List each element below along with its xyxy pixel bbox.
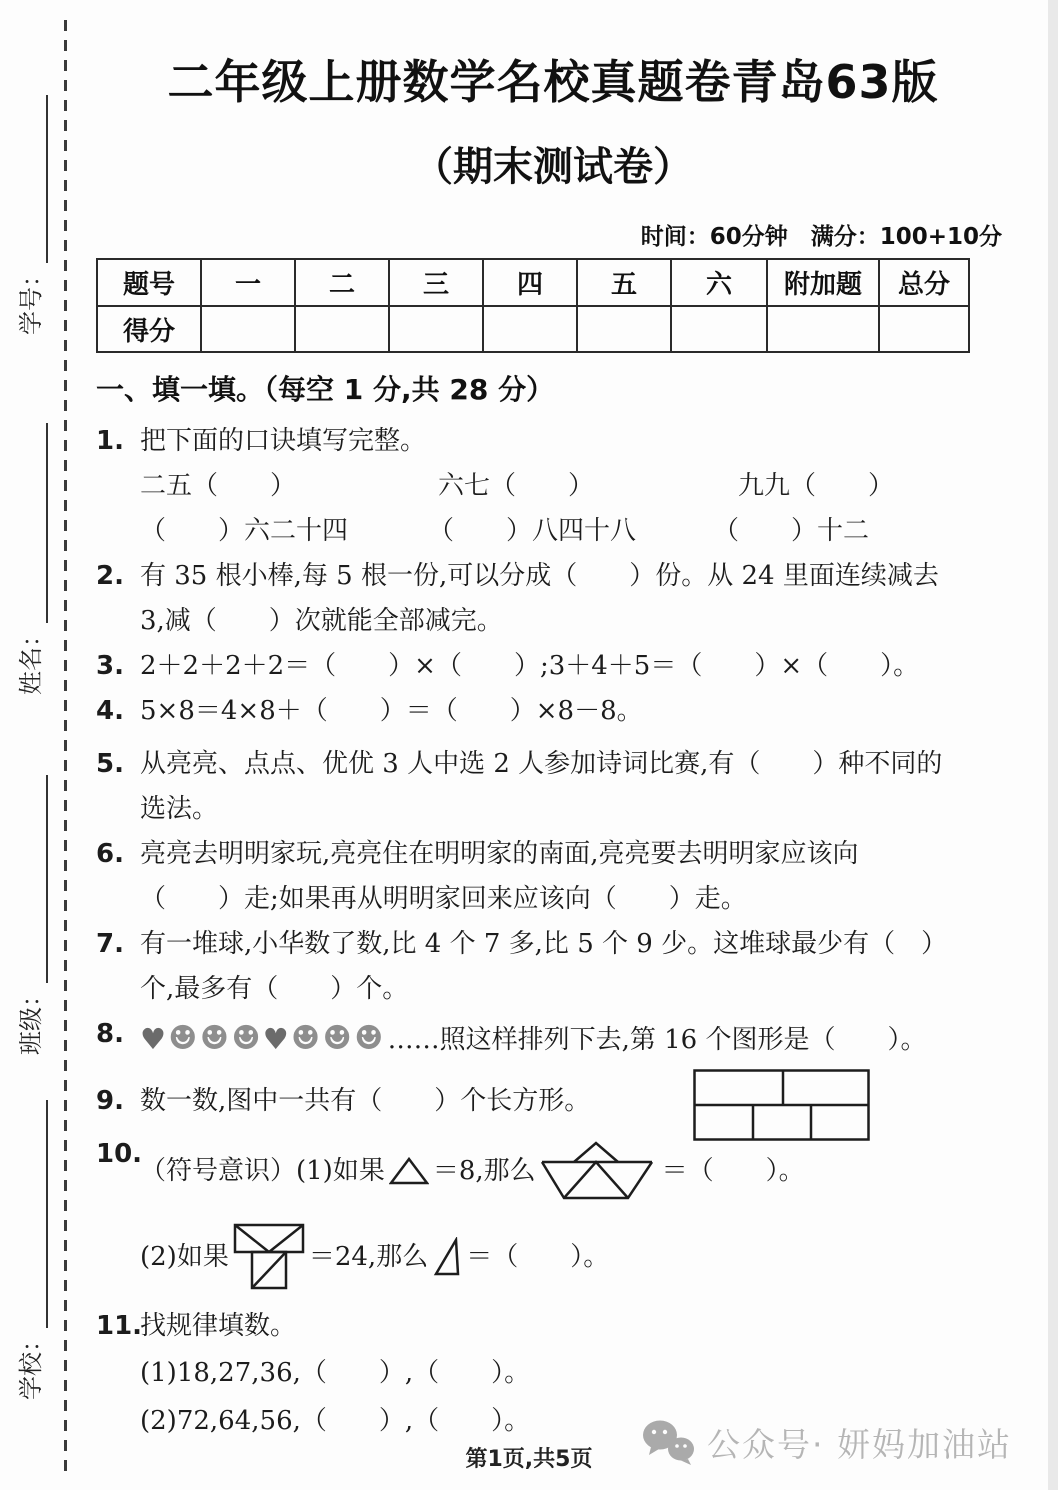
question-7	[96, 922, 1010, 1012]
score-table-score-row	[97, 306, 969, 352]
header-section-5: 五	[577, 259, 671, 306]
header-section-4: 四	[483, 259, 577, 306]
question-8	[96, 1012, 1010, 1067]
question-1-row-1	[140, 464, 1010, 509]
heart-icon: ♥	[262, 1022, 291, 1056]
score-cell	[483, 306, 577, 352]
score-cell	[201, 306, 295, 352]
q1-blank-3: 九九（ ）	[738, 471, 895, 501]
question-10-part-2	[140, 1210, 1010, 1304]
rectangles-figure	[693, 1069, 870, 1141]
question-1-row-2	[140, 509, 1010, 554]
question-4-text: 5×8＝4×8＋（ ）＝（ ）×8－8。	[140, 696, 643, 726]
score-table-header-row	[97, 259, 969, 306]
question-5	[96, 742, 1010, 832]
shapes-figure	[233, 1223, 305, 1291]
question-8-number: 8.	[96, 1019, 124, 1049]
q1-blank-6: （ ）十二	[713, 516, 870, 546]
score-row-label: 得分	[97, 306, 201, 352]
question-6-line-1: 亮亮去明明家玩,亮亮住在明明家的南面,亮亮要去明明家应该向	[140, 839, 859, 869]
exam-time-score-meta: 时间：60分钟 满分：100+10分	[640, 224, 1002, 250]
q1-blank-4: （ ）六二十四	[140, 516, 349, 546]
smiley-icon: ☻	[353, 1018, 386, 1057]
q10-part2-mid: ＝24,那么	[308, 1241, 429, 1272]
q10-part1-mid: ＝8,那么	[432, 1155, 536, 1186]
q1-blank-5: （ ）八四十八	[428, 516, 637, 546]
question-8-text: ……照这样排列下去,第 16 个图形是（ ）。	[387, 1024, 927, 1055]
sidebar-field-school	[14, 1100, 48, 1400]
page-footer: 第1页,共5页	[465, 1447, 593, 1472]
question-3-text: 2＋2＋2＋2＝（ ）×（ ）;3＋4＋5＝（ ）×（ ）。	[140, 651, 920, 681]
class-blank-line	[20, 775, 48, 983]
exam-page	[96, 36, 1010, 1445]
question-4-number: 4.	[96, 696, 124, 726]
header-question-number: 题号	[97, 259, 201, 306]
page-subtitle: （期末测试卷）	[413, 144, 693, 190]
question-1-text: 把下面的口诀填写完整。	[140, 426, 427, 456]
student-number-label: 学号：	[17, 263, 45, 335]
question-3-number: 3.	[96, 651, 124, 681]
score-cell	[577, 306, 671, 352]
question-2	[96, 554, 1010, 644]
question-6	[96, 832, 1010, 922]
score-cell	[389, 306, 483, 352]
question-7-number: 7.	[96, 929, 124, 959]
school-blank-line	[20, 1100, 48, 1328]
question-5-number: 5.	[96, 749, 124, 779]
question-10-number: 10.	[96, 1139, 143, 1169]
header-section-1: 一	[201, 259, 295, 306]
q10-part1-suffix: ＝（ ）。	[661, 1155, 805, 1186]
scan-edge-artifact	[1048, 0, 1058, 1490]
question-4	[96, 689, 1010, 734]
question-list	[96, 419, 1010, 1445]
question-7-line-2: 个,最多有（ ）个。	[140, 974, 409, 1004]
question-9-text: 数一数,图中一共有（ ）个长方形。	[140, 1086, 591, 1116]
smiley-icon: ☻	[231, 1018, 263, 1057]
smiley-icon: ☻	[168, 1018, 200, 1057]
q10-part1-prefix: （符号意识）(1)如果	[140, 1155, 385, 1186]
watermark-text: 公众号· 妍妈加油站	[707, 1424, 1012, 1464]
question-11-item-2: (2)72,64,56,（ ）,（ ）。	[140, 1406, 531, 1436]
header-bonus: 附加题	[767, 259, 879, 306]
question-5-line-2: 选法。	[140, 794, 219, 824]
question-9	[96, 1079, 1010, 1124]
question-6-number: 6.	[96, 839, 124, 869]
q10-part2-prefix: (2)如果	[140, 1241, 229, 1272]
watermark	[639, 1418, 1012, 1466]
header-section-6: 六	[671, 259, 767, 306]
question-11-number: 11.	[96, 1311, 143, 1341]
smiley-icon: ☻	[199, 1018, 232, 1057]
question-2-line-2: 3,减（ ）次就能全部减完。	[140, 606, 503, 636]
header-total: 总分	[879, 259, 969, 306]
score-cell	[879, 306, 969, 352]
question-3	[96, 644, 1010, 689]
question-10	[96, 1132, 1010, 1304]
question-2-line-1: 有 35 根小棒,每 5 根一份,可以分成（ ）份。从 24 里面连续减去	[140, 561, 939, 591]
q10-part2-suffix: ＝（ ）。	[466, 1241, 610, 1272]
header-section-2: 二	[295, 259, 389, 306]
question-2-number: 2.	[96, 561, 124, 591]
pattern-icon-run	[140, 1012, 386, 1067]
binding-dashed-line	[64, 20, 67, 1480]
page-title: 二年级上册数学名校真题卷青岛63版	[167, 55, 939, 109]
question-10-part-1	[140, 1132, 1010, 1210]
paper-boat-figure	[540, 1140, 658, 1202]
wechat-icon	[639, 1418, 697, 1466]
score-cell	[767, 306, 879, 352]
question-6-line-2: （ ）走;如果再从明明家回来应该向（ ）走。	[140, 884, 747, 914]
question-9-number: 9.	[96, 1086, 124, 1116]
score-cell	[295, 306, 389, 352]
question-1	[96, 419, 1010, 554]
question-1-number: 1.	[96, 426, 124, 456]
right-triangle-icon	[432, 1237, 462, 1277]
class-label: 班级：	[17, 983, 45, 1055]
sidebar-field-student-number	[14, 95, 48, 335]
question-11-item-1: (1)18,27,36,（ ）,（ ）。	[140, 1358, 531, 1388]
heart-icon: ♥	[140, 1022, 168, 1056]
section-one-heading: 一、填一填。（每空 1 分,共 28 分）	[96, 373, 555, 406]
score-table	[96, 258, 970, 353]
sidebar-field-class	[14, 775, 48, 1055]
name-blank-line	[20, 423, 48, 623]
question-5-line-1: 从亮亮、点点、优优 3 人中选 2 人参加诗词比赛,有（ ）种不同的	[140, 749, 943, 779]
triangle-icon	[389, 1157, 429, 1185]
smiley-icon: ☻	[322, 1018, 354, 1057]
question-11-text: 找规律填数。	[140, 1311, 297, 1341]
q1-blank-1: 二五（ ）	[140, 471, 297, 501]
name-label: 姓名：	[17, 623, 45, 695]
q1-blank-2: 六七（ ）	[438, 471, 595, 501]
score-cell	[671, 306, 767, 352]
smiley-icon: ☻	[290, 1018, 323, 1057]
student-number-blank-line	[20, 95, 48, 263]
question-7-line-1: 有一堆球,小华数了数,比 4 个 7 多,比 5 个 9 少。这堆球最少有（ ）	[140, 929, 948, 959]
header-section-3: 三	[389, 259, 483, 306]
sidebar-field-name	[14, 423, 48, 695]
school-label: 学校：	[17, 1328, 45, 1400]
